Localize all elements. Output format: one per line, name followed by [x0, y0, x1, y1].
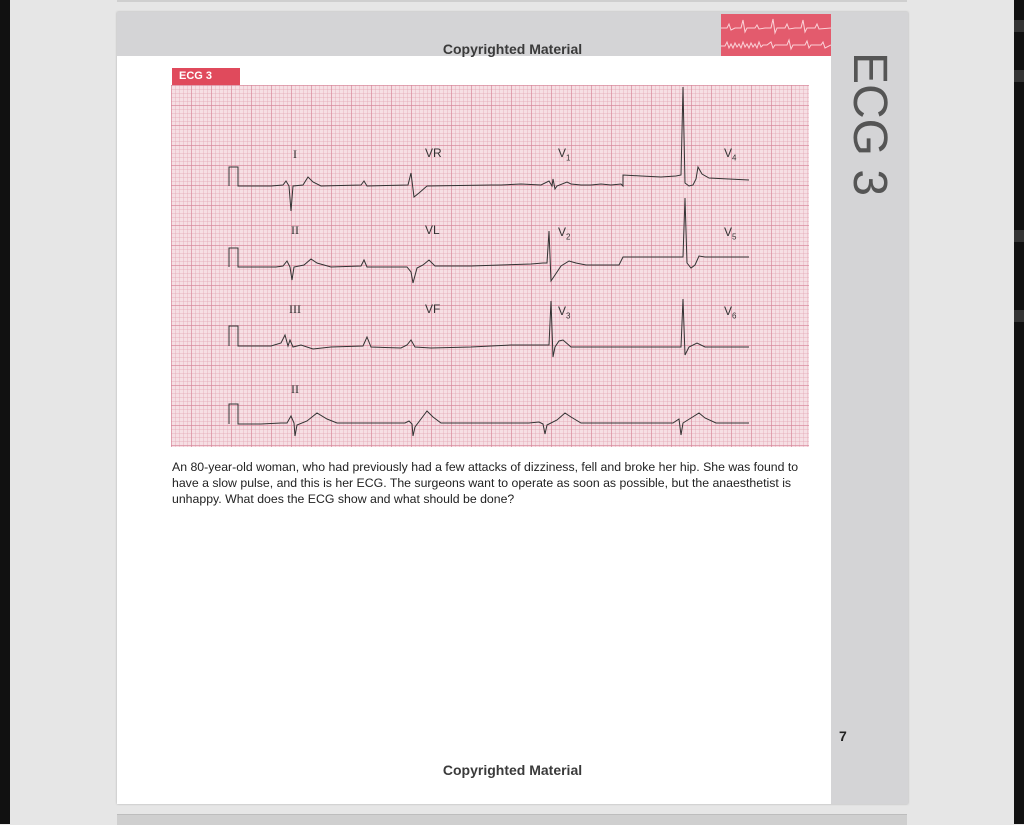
lead-label-v1: $V_1$ — [558, 146, 571, 163]
edge-peek — [1014, 230, 1024, 242]
edge-peek — [1014, 310, 1024, 322]
copyright-footer: Copyrighted Material — [442, 762, 583, 778]
case-description: An 80-year-old woman, who had previously had a few attacks of dizziness, fell and broke her hip. She was found to have a slow pulse, and this is her ECG. The surgeons want to operate as soon as possible, but the anaesthetist is unhappy. What does the ECG show and what should be done? — [172, 460, 799, 506]
ecg-trace-row3 — [229, 299, 749, 357]
lead-label-iii: III — [289, 302, 301, 316]
next-page-edge — [117, 814, 907, 825]
edge-peek — [1014, 70, 1024, 82]
lead-label-vr: VR — [425, 146, 442, 160]
right-edge — [1014, 0, 1024, 824]
ecg-traces — [171, 85, 809, 447]
lead-label-vl: VL — [425, 223, 440, 237]
ecg-badge: ECG 3 — [172, 68, 240, 85]
ecg-trace-rhythm — [229, 404, 749, 436]
page-number: 7 — [839, 728, 847, 744]
lead-label-v4: $V_4$ — [724, 146, 737, 163]
lead-label-v3: $V_3$ — [558, 304, 571, 321]
copyright-header: Copyrighted Material — [442, 41, 583, 57]
lead-label-vf: VF — [425, 302, 441, 316]
left-edge — [0, 0, 10, 824]
lead-label-v6: $V_6$ — [724, 304, 737, 321]
edge-peek — [1014, 20, 1024, 32]
ecg-trace-row1 — [229, 87, 749, 211]
lead-label-v2: $V_2$ — [558, 225, 571, 242]
ecg-strip — [171, 85, 809, 447]
ecg-thumbnail-decoration — [721, 14, 831, 56]
document-page — [117, 12, 908, 804]
side-title: ECG 3 — [843, 52, 896, 197]
lead-label-rhythm: II — [291, 382, 299, 396]
previous-page-edge — [117, 0, 907, 2]
lead-label-v5: $V_5$ — [724, 225, 737, 242]
lead-label-ii: II — [291, 223, 299, 237]
ecg-trace-row2 — [229, 198, 749, 283]
lead-label-i: I — [293, 147, 297, 161]
